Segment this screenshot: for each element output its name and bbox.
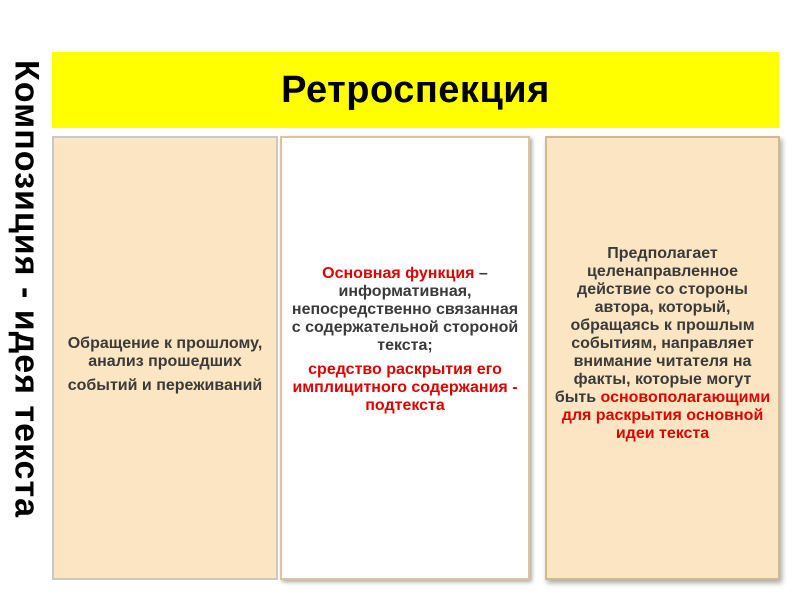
panel-right-content bbox=[553, 245, 772, 443]
middle-dash-text: – информативная, непосредственно связанная с содержательной стороной текста; bbox=[291, 265, 519, 354]
panel-left-content bbox=[64, 335, 266, 401]
panel-right bbox=[545, 136, 780, 580]
middle-function-paragraph bbox=[288, 265, 522, 355]
panel-middle bbox=[280, 136, 530, 580]
right-paragraph bbox=[553, 245, 772, 443]
left-text-line1: Обращение к прошлому, анализ прошедших bbox=[67, 335, 263, 370]
panel-middle-content bbox=[288, 265, 522, 421]
right-red-text: основополагающими для раскрытия основной идеи текста bbox=[561, 389, 771, 442]
left-text-line2: событий и переживаний bbox=[67, 377, 263, 394]
middle-red-paragraph: средство раскрытия его имплицитного содержания - подтекста bbox=[292, 361, 518, 414]
title-bar bbox=[52, 52, 779, 128]
slide-title: Ретроспекция bbox=[281, 68, 550, 111]
right-dark-text: Предполагает целенаправленное действие со стороны автора, который, обращаясь к прошлым событиям, направляет внимание читателя на факты, которые могут быть bbox=[554, 245, 755, 406]
middle-highlight: Основная функция bbox=[322, 265, 475, 282]
panel-left bbox=[52, 136, 278, 580]
side-label-vertical: Композиция - идея текста bbox=[7, 60, 46, 519]
